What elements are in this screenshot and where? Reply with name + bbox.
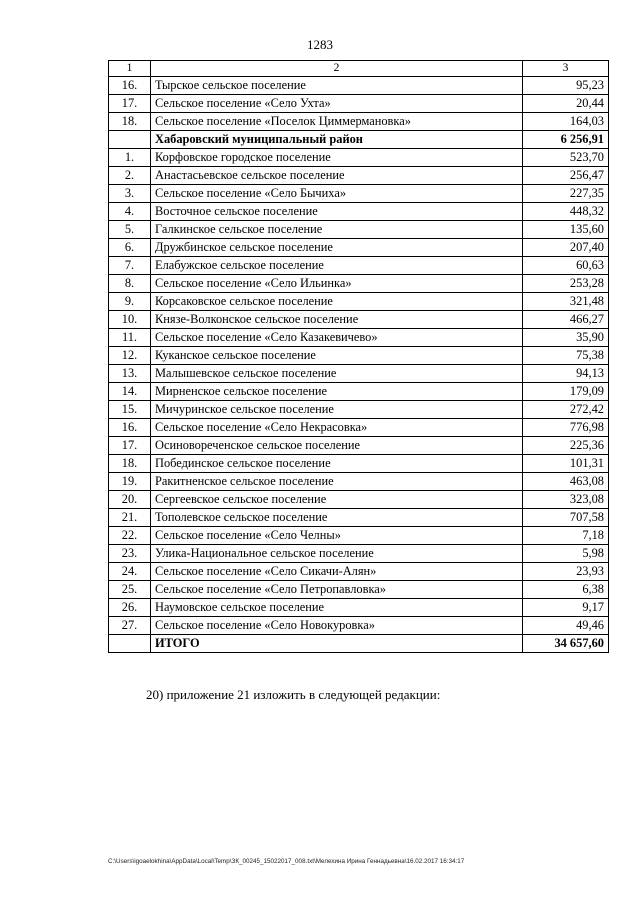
table-row xyxy=(109,275,609,293)
settlement-name: Сергеевское сельское поселение xyxy=(151,491,523,509)
row-number: 5. xyxy=(109,221,151,239)
row-value: 9,17 xyxy=(523,599,609,617)
table-row xyxy=(109,599,609,617)
settlement-name: Мирненское сельское поселение xyxy=(151,383,523,401)
table-row xyxy=(109,77,609,95)
settlement-name: Сельское поселение «Село Казакевичево» xyxy=(151,329,523,347)
row-value: 6,38 xyxy=(523,581,609,599)
table-row xyxy=(109,509,609,527)
row-number: 6. xyxy=(109,239,151,257)
table-row xyxy=(109,167,609,185)
table-row xyxy=(109,491,609,509)
row-value: 463,08 xyxy=(523,473,609,491)
settlement-name: Сельское поселение «Село Новокуровка» xyxy=(151,617,523,635)
settlement-name: Сельское поселение «Село Ухта» xyxy=(151,95,523,113)
settlement-name: Мичуринское сельское поселение xyxy=(151,401,523,419)
row-number: 23. xyxy=(109,545,151,563)
row-number: 2. xyxy=(109,167,151,185)
settlement-name: Ракитненское сельское поселение xyxy=(151,473,523,491)
settlement-name: Улика-Национальное сельское поселение xyxy=(151,545,523,563)
table-row xyxy=(109,365,609,383)
instruction-text: 20) приложение 21 изложить в следующей редакции: xyxy=(146,687,441,702)
table-row xyxy=(109,113,609,131)
row-number: 13. xyxy=(109,365,151,383)
row-value: 7,18 xyxy=(523,527,609,545)
row-value: 321,48 xyxy=(523,293,609,311)
settlement-name: Сельское поселение «Село Ильинка» xyxy=(151,275,523,293)
table-row xyxy=(109,347,609,365)
settlement-name: Сельское поселение «Поселок Циммермановка» xyxy=(151,113,523,131)
table-row xyxy=(109,293,609,311)
table-row xyxy=(109,437,609,455)
row-value: 35,90 xyxy=(523,329,609,347)
settlement-name: Галкинское сельское поселение xyxy=(151,221,523,239)
row-value: 256,47 xyxy=(523,167,609,185)
row-number: 8. xyxy=(109,275,151,293)
page-number: 1283 xyxy=(307,37,333,52)
row-number: 17. xyxy=(109,95,151,113)
table-row xyxy=(109,473,609,491)
row-value: 466,27 xyxy=(523,311,609,329)
table-row xyxy=(109,419,609,437)
settlement-name: Сельское поселение «Село Некрасовка» xyxy=(151,419,523,437)
table-row xyxy=(109,401,609,419)
settlement-name: Сельское поселение «Село Челны» xyxy=(151,527,523,545)
table-row xyxy=(109,545,609,563)
table-row xyxy=(109,563,609,581)
table-row xyxy=(109,185,609,203)
settlement-name: Тырское сельское поселение xyxy=(151,77,523,95)
table-row xyxy=(109,329,609,347)
table-row xyxy=(109,383,609,401)
row-number: 10. xyxy=(109,311,151,329)
settlement-name: Корсаковское сельское поселение xyxy=(151,293,523,311)
row-value: 253,28 xyxy=(523,275,609,293)
row-number: 14. xyxy=(109,383,151,401)
row-number: 12. xyxy=(109,347,151,365)
row-number: 16. xyxy=(109,419,151,437)
row-value: 6 256,91 xyxy=(523,131,609,149)
table-row-total xyxy=(109,635,609,653)
row-number: 25. xyxy=(109,581,151,599)
row-number xyxy=(109,131,151,149)
header-col-3: 3 xyxy=(523,61,609,77)
row-value: 20,44 xyxy=(523,95,609,113)
settlement-name: Князе-Волконское сельское поселение xyxy=(151,311,523,329)
settlement-name: Хабаровский муниципальный район xyxy=(151,131,523,149)
table-row xyxy=(109,527,609,545)
row-value: 523,70 xyxy=(523,149,609,167)
row-value: 707,58 xyxy=(523,509,609,527)
row-number: 21. xyxy=(109,509,151,527)
table-row xyxy=(109,149,609,167)
table-row xyxy=(109,455,609,473)
settlement-name: Анастасьевское сельское поселение xyxy=(151,167,523,185)
row-number: 24. xyxy=(109,563,151,581)
row-number: 16. xyxy=(109,77,151,95)
settlement-name: Сельское поселение «Село Петропавловка» xyxy=(151,581,523,599)
row-number: 18. xyxy=(109,455,151,473)
table-row xyxy=(109,617,609,635)
settlement-name: Побединское сельское поселение xyxy=(151,455,523,473)
row-number: 27. xyxy=(109,617,151,635)
settlement-name: Корфовское городское поселение xyxy=(151,149,523,167)
row-value: 94,13 xyxy=(523,365,609,383)
row-value: 101,31 xyxy=(523,455,609,473)
settlement-name: Наумовское сельское поселение xyxy=(151,599,523,617)
settlement-name: Дружбинское сельское поселение xyxy=(151,239,523,257)
header-col-1: 1 xyxy=(109,61,151,77)
row-number: 3. xyxy=(109,185,151,203)
settlement-name: ИТОГО xyxy=(151,635,523,653)
settlement-name: Тополевское сельское поселение xyxy=(151,509,523,527)
table-row xyxy=(109,257,609,275)
row-number: 20. xyxy=(109,491,151,509)
row-number: 22. xyxy=(109,527,151,545)
row-value: 34 657,60 xyxy=(523,635,609,653)
row-number: 1. xyxy=(109,149,151,167)
row-value: 49,46 xyxy=(523,617,609,635)
table-row xyxy=(109,581,609,599)
settlement-name: Елабужское сельское поселение xyxy=(151,257,523,275)
settlement-name: Куканское сельское поселение xyxy=(151,347,523,365)
settlement-name: Сельское поселение «Село Бычиха» xyxy=(151,185,523,203)
table-row xyxy=(109,311,609,329)
row-value: 448,32 xyxy=(523,203,609,221)
settlement-name: Восточное сельское поселение xyxy=(151,203,523,221)
row-number: 11. xyxy=(109,329,151,347)
file-path-footer: C:\Users\igoaelokhina\AppData\Local\Temp\ЗК_00245_15022017_008.txt\Мелехина Ирина Геннадьевна\16.02.2017 16:34:17 xyxy=(108,858,465,865)
table-row xyxy=(109,95,609,113)
settlement-name: Сельское поселение «Село Сикачи-Алян» xyxy=(151,563,523,581)
row-value: 272,42 xyxy=(523,401,609,419)
row-number: 26. xyxy=(109,599,151,617)
row-number: 17. xyxy=(109,437,151,455)
row-value: 225,36 xyxy=(523,437,609,455)
settlement-name: Малышевское сельское поселение xyxy=(151,365,523,383)
row-value: 60,63 xyxy=(523,257,609,275)
row-value: 135,60 xyxy=(523,221,609,239)
row-value: 164,03 xyxy=(523,113,609,131)
row-value: 95,23 xyxy=(523,77,609,95)
row-value: 5,98 xyxy=(523,545,609,563)
table-row xyxy=(109,221,609,239)
row-number: 7. xyxy=(109,257,151,275)
row-value: 179,09 xyxy=(523,383,609,401)
row-value: 23,93 xyxy=(523,563,609,581)
row-number xyxy=(109,635,151,653)
row-number: 15. xyxy=(109,401,151,419)
row-value: 776,98 xyxy=(523,419,609,437)
settlement-name: Осиновореченское сельское поселение xyxy=(151,437,523,455)
row-number: 19. xyxy=(109,473,151,491)
row-number: 18. xyxy=(109,113,151,131)
row-value: 323,08 xyxy=(523,491,609,509)
row-value: 207,40 xyxy=(523,239,609,257)
table-row-total xyxy=(109,131,609,149)
row-value: 75,38 xyxy=(523,347,609,365)
row-number: 9. xyxy=(109,293,151,311)
settlement-table xyxy=(108,60,609,653)
table-header-row xyxy=(109,61,609,77)
row-number: 4. xyxy=(109,203,151,221)
header-col-2: 2 xyxy=(151,61,523,77)
row-value: 227,35 xyxy=(523,185,609,203)
table-row xyxy=(109,239,609,257)
table-row xyxy=(109,203,609,221)
